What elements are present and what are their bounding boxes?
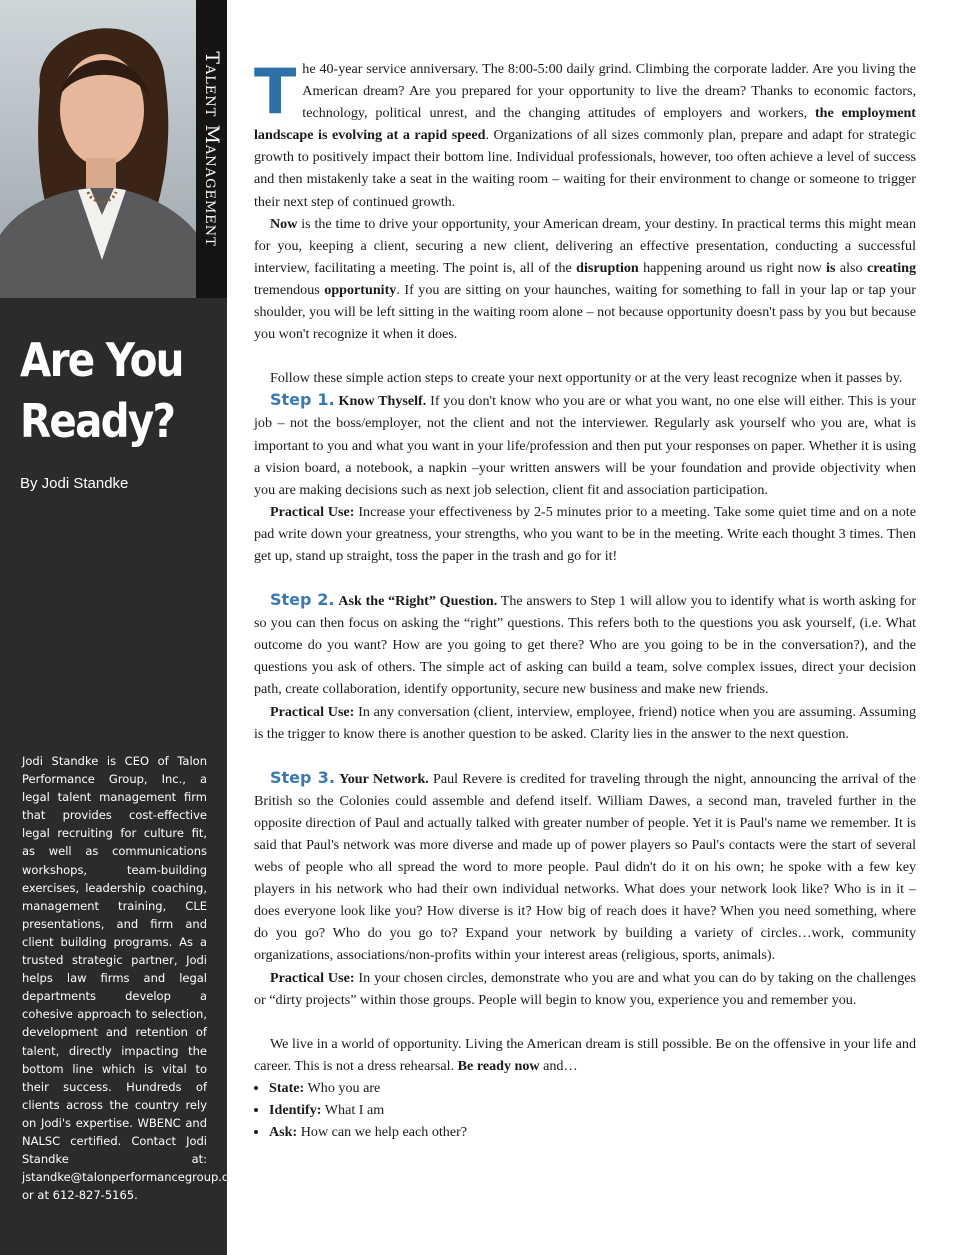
- bullet-text: Who you are: [304, 1079, 381, 1096]
- is-bold: is: [826, 259, 836, 276]
- article-title: [20, 330, 196, 452]
- now-bold: Now: [270, 215, 298, 232]
- step2-label: Step 2.: [270, 590, 335, 610]
- step1-text: If you don't know who you are or what you want, no one else will either. This is your job – not the boss/employer, not the client and not the interviewer. Regularly ask yourself who you are, what is important to you and what you want in your life/profession and then put your responses on paper. Whether it is using a vision board, a notebook, a napkin –your written answers will be your foundation and provide objectivity when you are making decisions such as next job selection, client fit and association participation.: [254, 393, 917, 498]
- byline: By Jodi Standke: [20, 475, 129, 492]
- step3-label: Step 3.: [270, 767, 335, 787]
- bullet-text: What I am: [321, 1102, 385, 1119]
- now-text-3: also: [835, 259, 867, 276]
- closing-bold: Be ready now: [457, 1057, 540, 1074]
- author-photo: [0, 0, 198, 298]
- section-label: [196, 0, 227, 298]
- bullet-list: [254, 1077, 916, 1143]
- now-text: is the time to drive your opportunity, your American dream, your destiny. In practical terms this might mean for you, keeping a client, securing a new client, delivering an effective presentation, conducting a successful interview, facilitating a meeting. The point is, all of the: [254, 215, 916, 276]
- intro-text: he 40-year service anniversary. The 8:00-5:00 daily grind. Climbing the corporate ladder. Are you living the American dream? Are you prepared for your opportunity to live the dream? Thanks to economic factors, technology, political unrest, and the changing attitudes of employers and workers,: [302, 61, 916, 122]
- step1-practical: [254, 501, 916, 567]
- author-bio: Jodi Standke is CEO of Talon Performance Group, Inc., a legal talent management firm that provides cost-effective legal recruiting for culture fit, as well as communications workshops, team-building exercises, leadership coaching, management training, CLE presentations, and firm and client building programs. As a trusted strategic partner, Jodi helps law firms and legal departments develop a cohesive approach to selection, development and retention of talent, directly impacting the bottom line which is vital to their success. Hundreds of clients across the country rely on Jodi's expertise. WBENC and NALSC certified. Contact Jodi Standke at: jstandke@talonperformancegroup.com or at 612-827-5165.: [22, 754, 247, 1203]
- opportunity-bold: opportunity: [324, 281, 397, 298]
- spacer: [254, 567, 916, 589]
- list-item: [269, 1077, 916, 1099]
- article-body: [254, 55, 917, 1143]
- step2-practical: [254, 701, 916, 745]
- step3-practical-text: In your chosen circles, demonstrate who you are and what you can do by taking on the challenges or “dirty projects” within those groups. People will begin to know you, experience you and remember you.: [254, 969, 916, 1008]
- intro-paragraph: [254, 55, 917, 213]
- step3-practical-label: Practical Use:: [270, 969, 355, 986]
- bullet-label: Ask:: [269, 1124, 298, 1141]
- creating-bold: creating: [866, 259, 916, 276]
- bullet-label: State:: [269, 1079, 305, 1096]
- follow-paragraph: Follow these simple action steps to create your next opportunity or at the very least recognize when it passes by.: [270, 370, 903, 387]
- step3-paragraph: [254, 767, 916, 967]
- now-paragraph: [254, 213, 916, 346]
- bullet-label: Identify:: [269, 1102, 322, 1119]
- step2-paragraph: [254, 589, 916, 700]
- spacer: [254, 345, 916, 367]
- step1-practical-label: Practical Use:: [270, 503, 355, 520]
- list-item: [269, 1099, 916, 1121]
- closing-text-2: and…: [539, 1057, 578, 1074]
- bullet-text: How can we help each other?: [297, 1124, 468, 1141]
- step1-heading: Know Thyself.: [338, 393, 427, 410]
- now-text-4: tremendous: [254, 281, 325, 298]
- now-text-2: happening around us right now: [638, 259, 827, 276]
- drop-cap: T: [254, 55, 297, 128]
- sidebar: [0, 0, 247, 1255]
- section-label-text: Talent Management: [200, 51, 223, 247]
- step1-practical-text: Increase your effectiveness by 2-5 minutes prior to a meeting. Take some quiet time and on a note pad write down your greatness, your strengths, who you want to be in the meeting. Write each thought 3 times. Then get up, stand up straight, toss the paper in the trash and go for it!: [254, 503, 916, 564]
- step2-practical-text: In any conversation (client, interview, employee, friend) notice when you are assuming. Assuming is the trigger to know there is another question to be asked. Clarity lies in the answer to the next question.: [254, 703, 917, 742]
- closing-paragraph: [254, 1033, 916, 1077]
- now-text-5: . If you are sitting on your haunches, waiting for something to fall in your lap or tap your shoulder, you will be left sitting in the waiting room alone – not because opportunity doesn't pass by you but because you won't recognize it when it does.: [254, 281, 916, 343]
- step2-practical-label: Practical Use:: [270, 703, 355, 720]
- step1-paragraph: [254, 389, 916, 500]
- step2-heading: Ask the “Right” Question.: [338, 593, 498, 610]
- closing-text: We live in a world of opportunity. Living the American dream is still possible. Be on the offensive in your life and career. This is not a dress rehearsal.: [254, 1035, 916, 1074]
- disruption-bold: disruption: [576, 259, 639, 276]
- step3-practical: [254, 967, 916, 1011]
- spacer: [254, 745, 916, 767]
- intro-text-2: . Organizations of all sizes commonly plan, prepare and adapt for strategic growth to positively impact their bottom line. Individual professionals, however, too often achieve a level of success and then mistakenly take a seat in the waiting room – waiting for their environment to change or someone to trigger their next step of continued growth.: [254, 127, 917, 210]
- step1-label: Step 1.: [270, 390, 335, 410]
- intro-bold: the employment landscape is evolving at a rapid speed: [254, 105, 916, 144]
- step3-heading: Your Network.: [339, 770, 429, 787]
- title-line-1: Are You: [20, 333, 183, 387]
- list-item: [269, 1121, 916, 1143]
- portrait-image: [0, 0, 198, 298]
- step3-text: Paul Revere is credited for traveling through the night, announcing the arrival of the British so the Colonies could assemble and defend itself. William Dawes, a second man, traveled further in the opposite direction of Paul and actually talked with greater number of people. Yet it is Paul's name we remember. It is said that Paul's network was more diverse and made up of power players so Paul's contacts were the start of several webs of people who all spread the word to more people. Paul didn't do it on his own; he spoke with a few key players in his network who had their own individual networks. What does your network look like? Who is in it – does everyone look like you? How diverse is it? How big of reach does it have? When you need something, where do you go? Who do you go to? Expand your network by building a variety of circles…work, community organizations, associations/non-profits within your interest areas (religious, sports, animals).: [254, 770, 917, 964]
- title-line-2: Ready?: [20, 394, 175, 448]
- spacer: [254, 1011, 916, 1033]
- step2-text: The answers to Step 1 will allow you to identify what is worth asking for so you can then focus on asking the “right” questions. This refers both to the questions you ask yourself, (i.e. What outcome do you want? How are you going to get there? Who are you going to be in the conversation?), and the questions you ask of others. The simple act of asking can build a team, solve complex issues, direct your decision path, create collaboration, identify opportunity, secure new business and make new friends.: [254, 593, 917, 698]
